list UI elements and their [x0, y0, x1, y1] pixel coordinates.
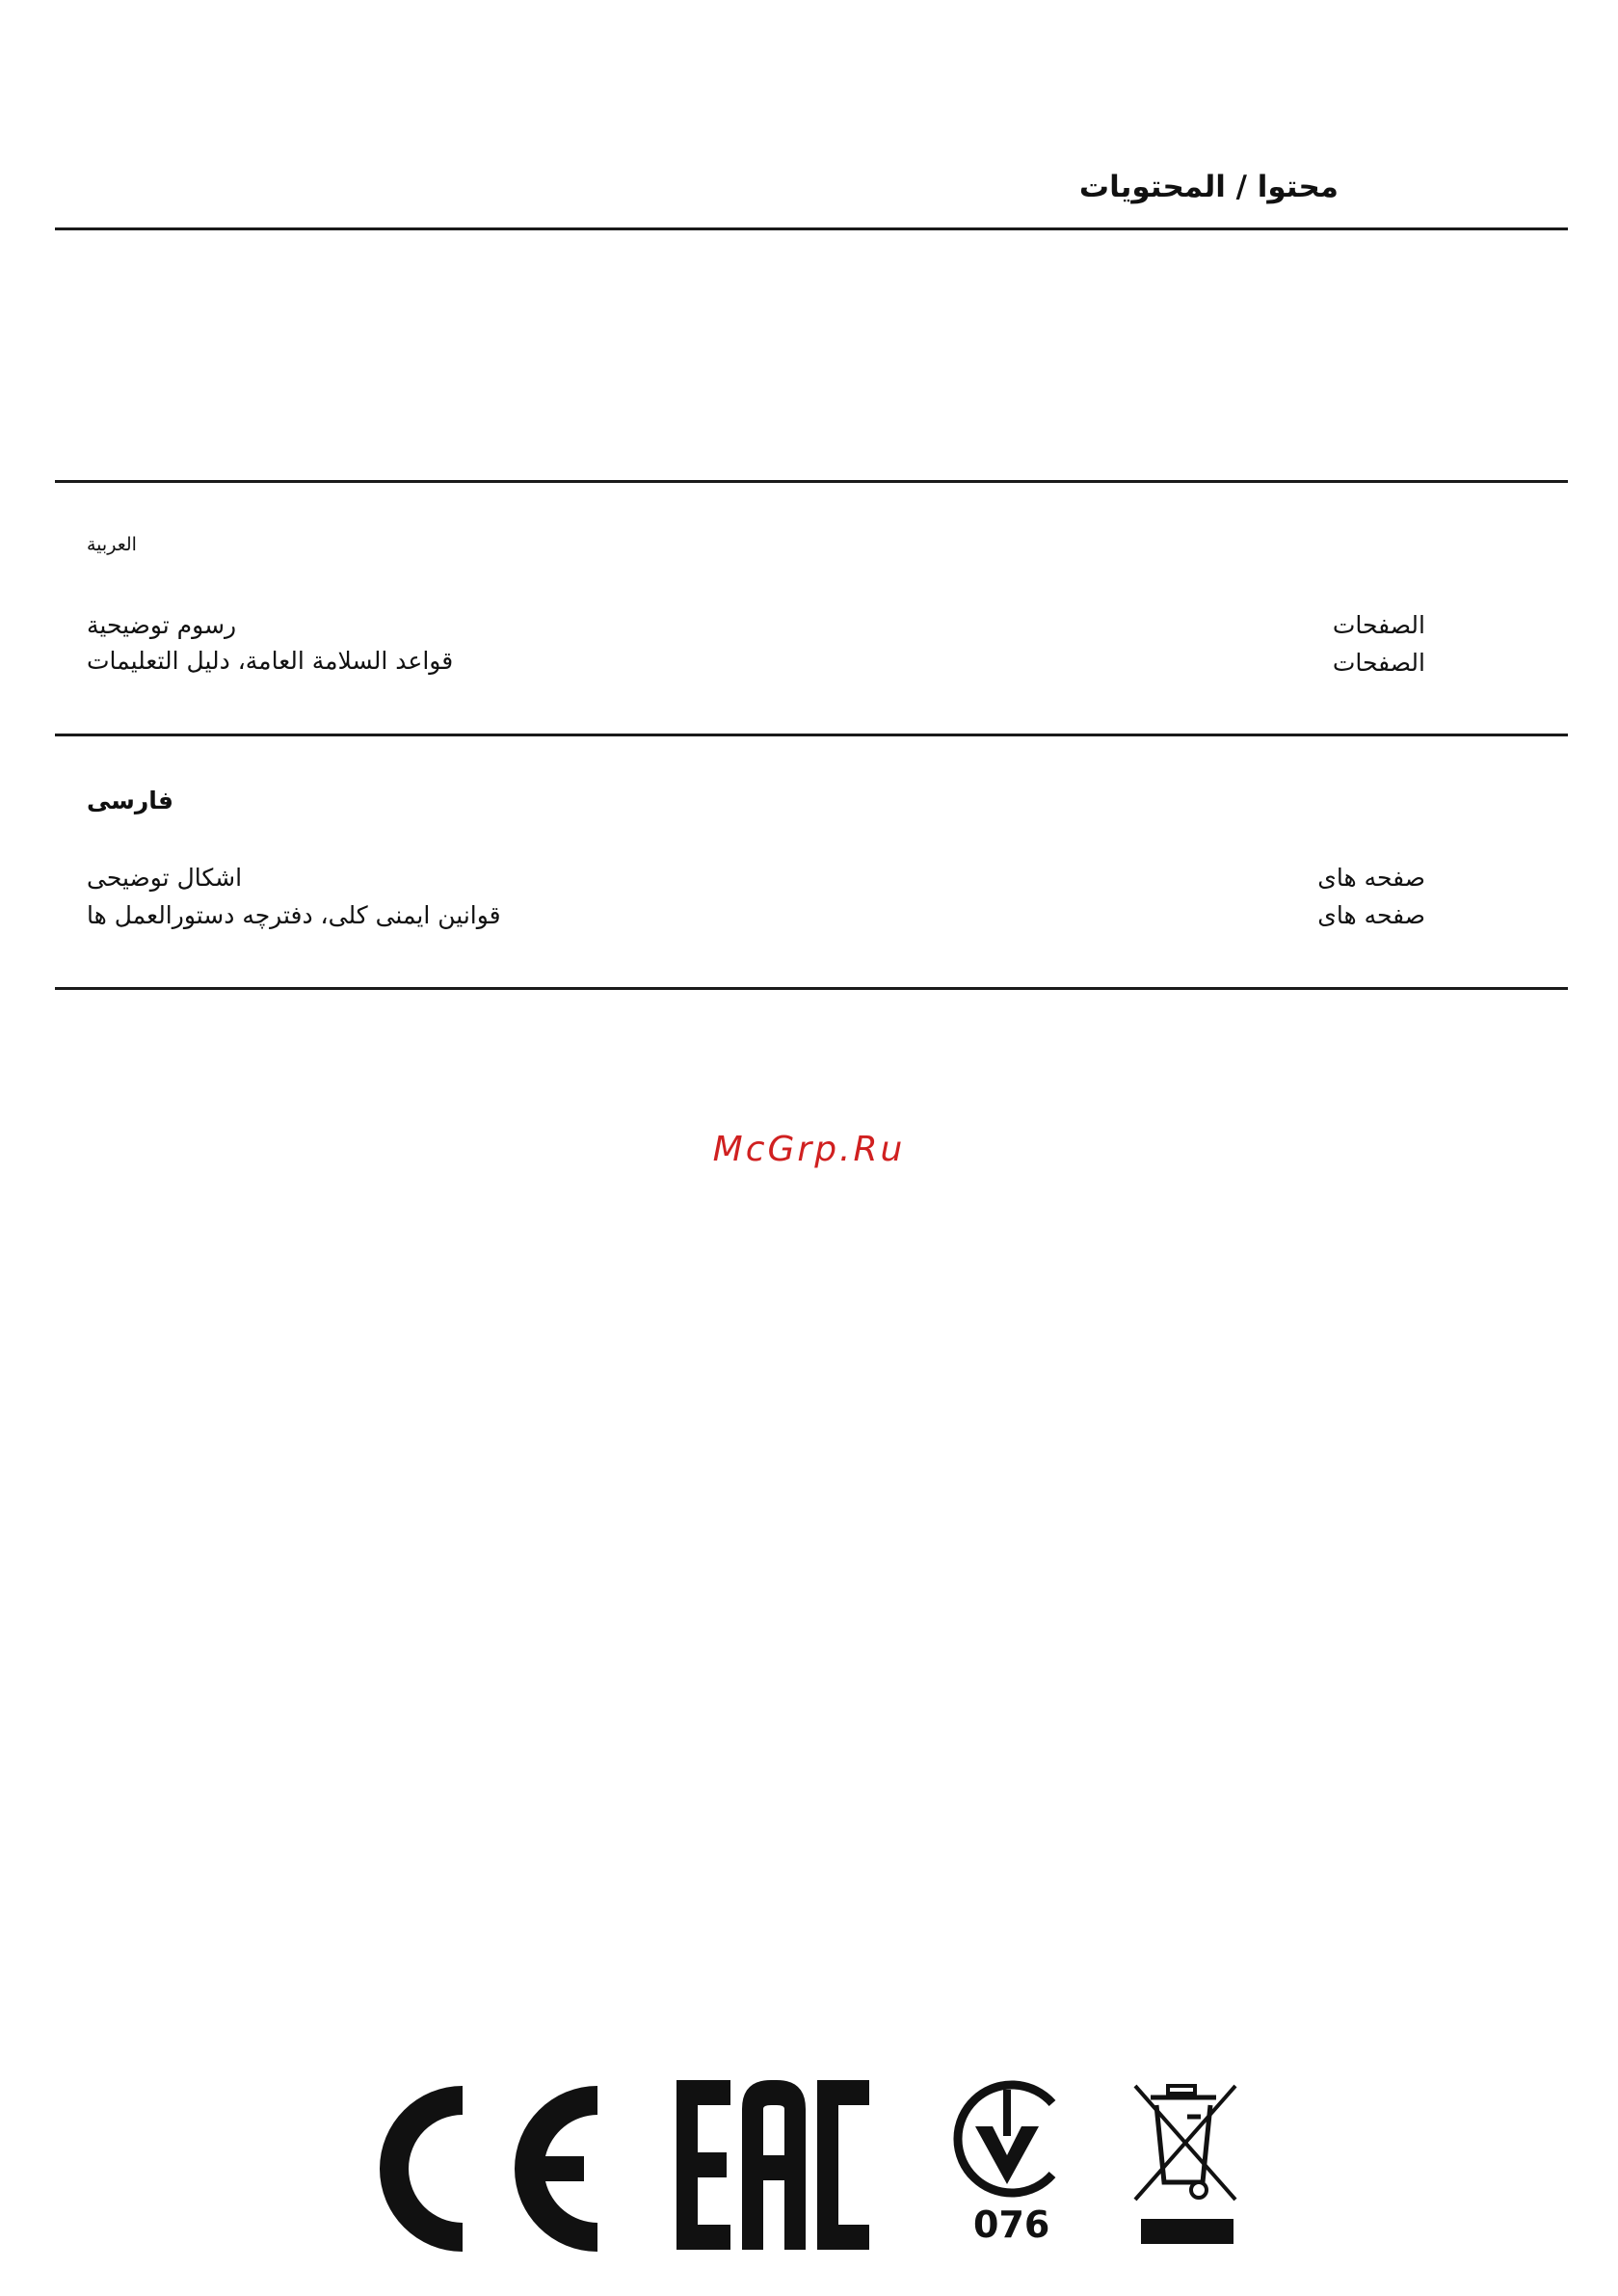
ua-mark-code: 076: [973, 2203, 1050, 2246]
divider-before-arabic: [55, 480, 1568, 483]
toc-entry-text: اشکال توضیحی: [87, 864, 243, 892]
section-language-label: العربية: [87, 534, 137, 555]
ukrsepro-mark-icon: [944, 2076, 1070, 2202]
divider-before-farsi: [55, 734, 1568, 736]
ce-mark-icon: [366, 2082, 607, 2256]
toc-entry-pages: الصفحات: [1332, 649, 1425, 677]
divider-top: [55, 227, 1568, 230]
section-language-label: فارسی: [87, 787, 174, 814]
page-title: محتوا / المحتويات: [1078, 170, 1339, 204]
watermark: McGrp.Ru: [712, 1130, 906, 1169]
eac-mark-icon: [676, 2080, 869, 2250]
toc-entry-text: قوانین ایمنی کلی، دفترچه دستورالعمل ها: [87, 901, 501, 929]
toc-entry-text: قواعد السلامة العامة، دليل التعليمات: [87, 647, 454, 675]
divider-bottom: [55, 987, 1568, 990]
toc-entry-pages: صفحه های: [1317, 901, 1425, 929]
weee-crossed-bin-icon: [1127, 2074, 1243, 2248]
toc-entry-pages: الصفحات: [1332, 611, 1425, 639]
toc-entry-text: رسوم توضيحية: [87, 611, 237, 639]
toc-entry-pages: صفحه های: [1317, 864, 1425, 892]
